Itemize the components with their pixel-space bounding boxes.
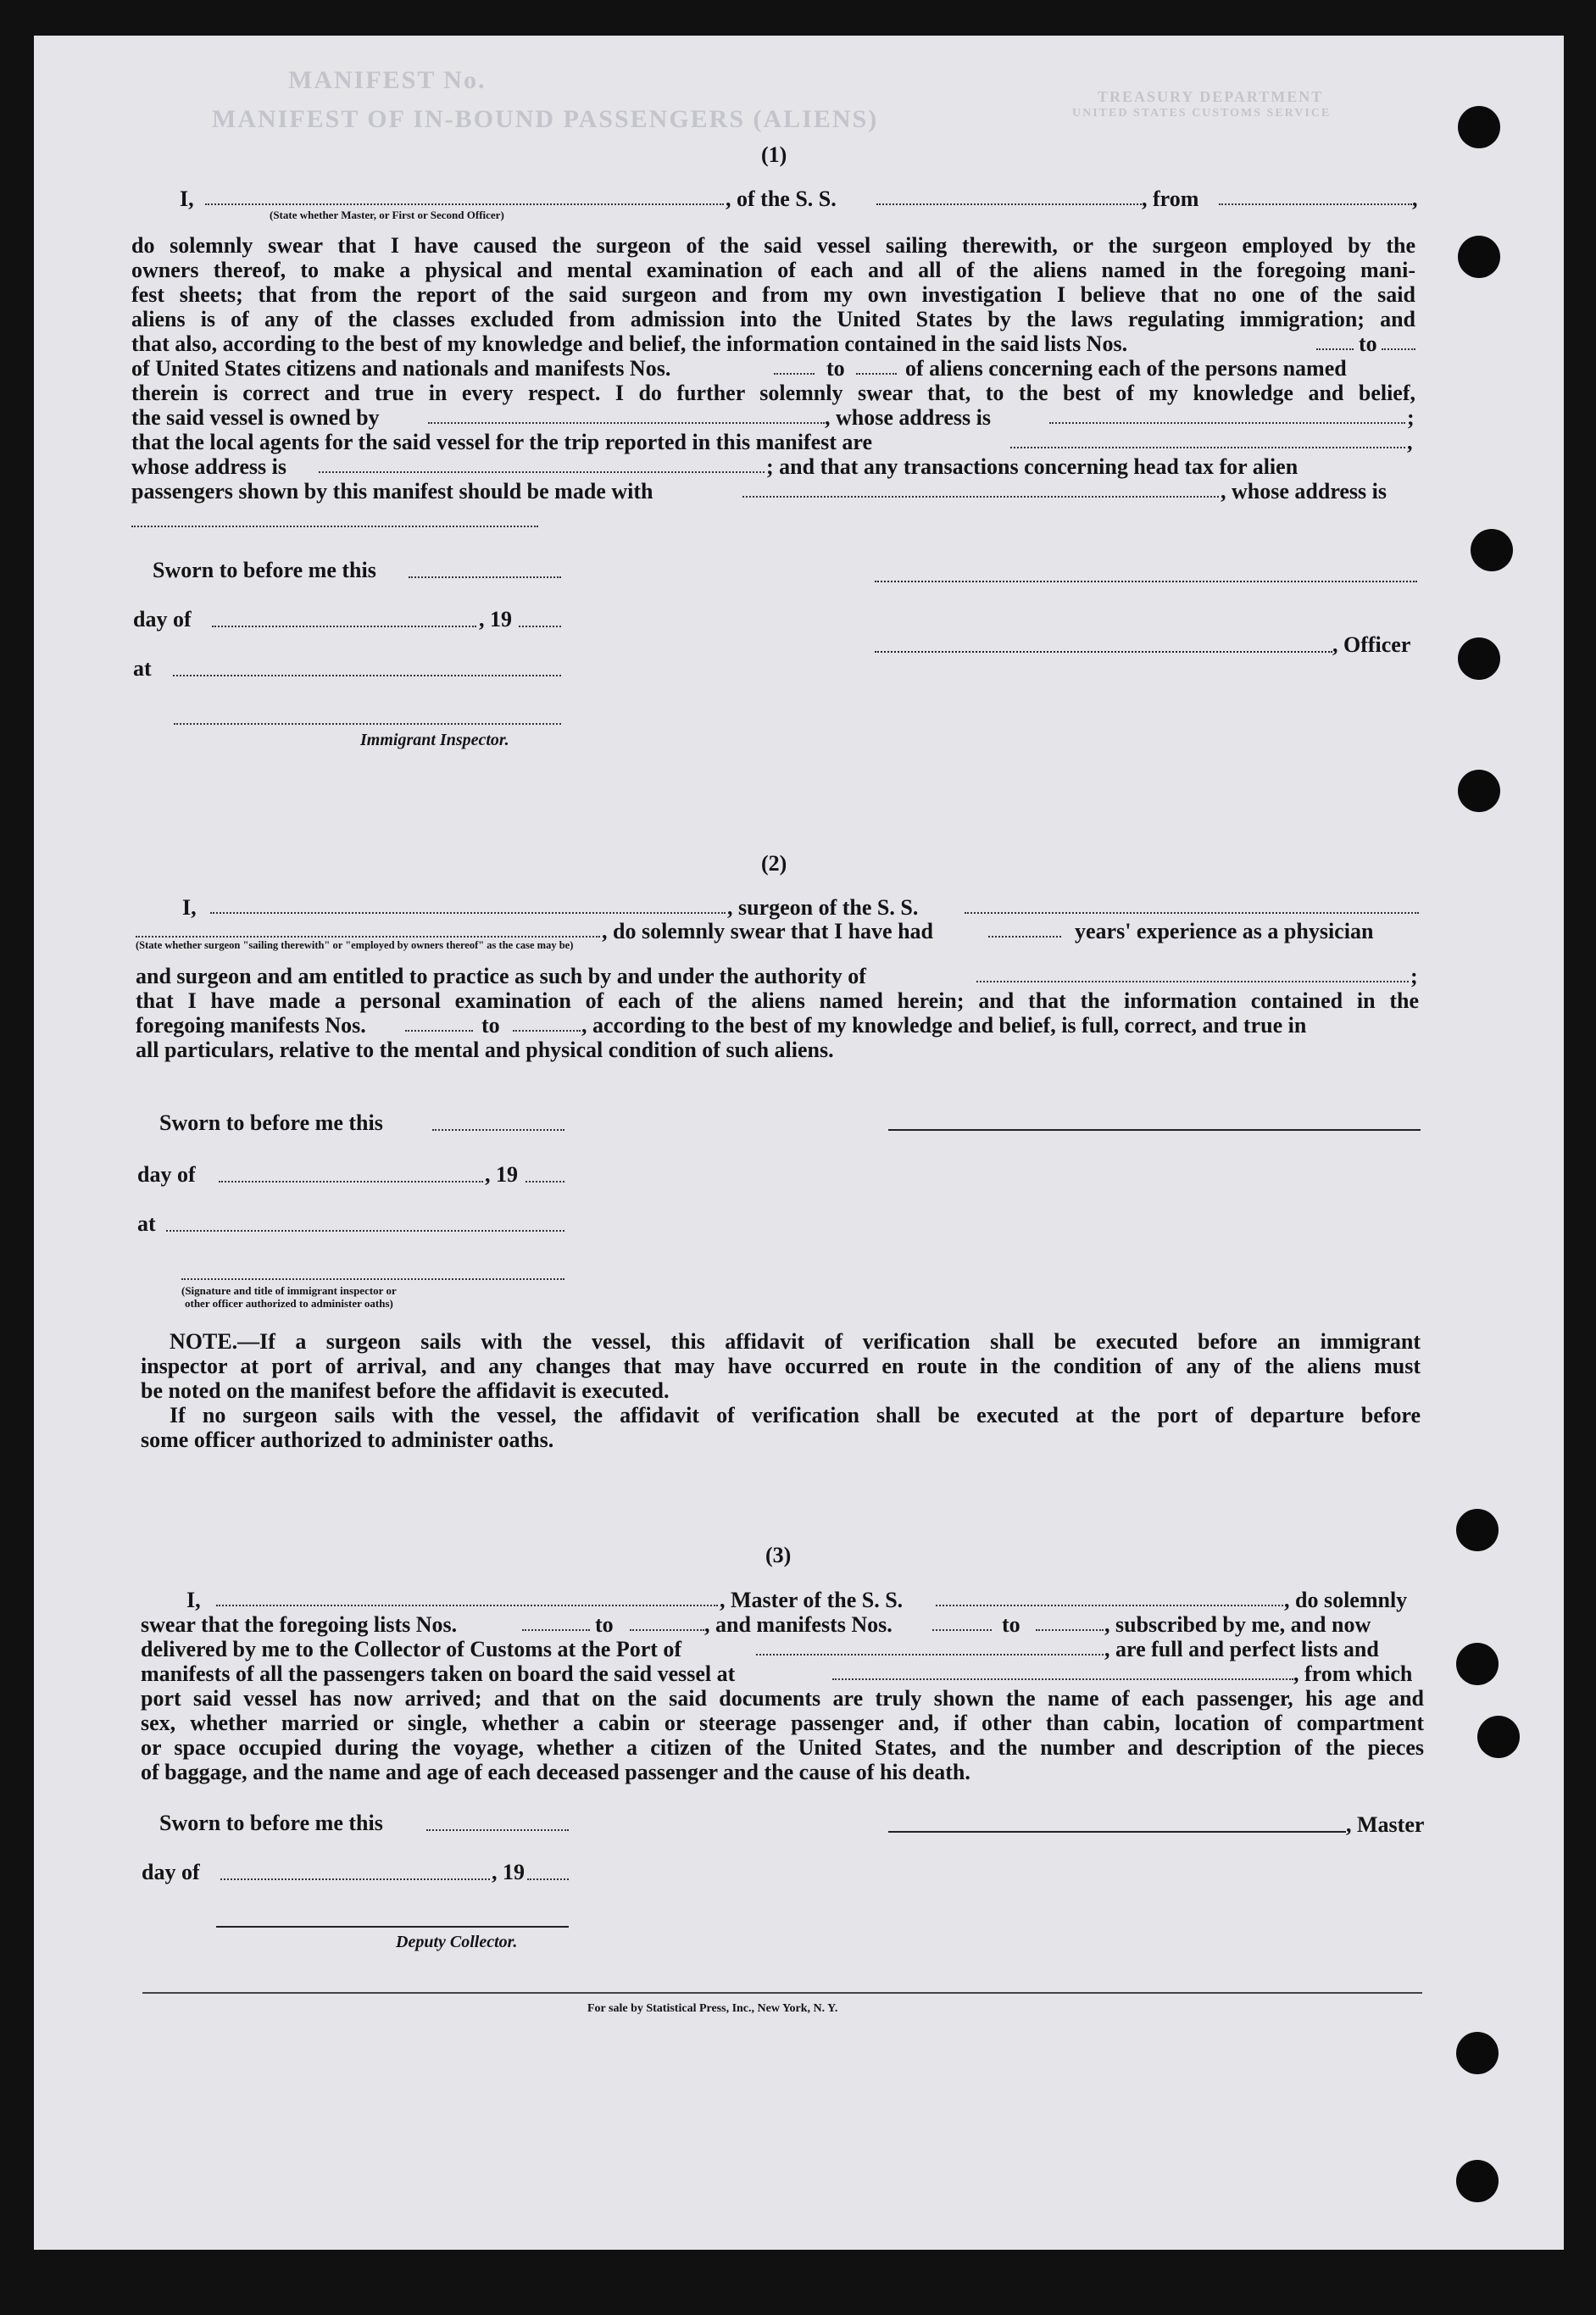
head-tax-party-field[interactable] (742, 496, 1219, 498)
note-line: some officer authorized to administer oaths. (141, 1427, 554, 1452)
head-tax-text-2: passengers shown by this manifest should be made with (131, 479, 653, 504)
surgeon-vessel-field[interactable] (965, 912, 1419, 914)
semicolon: ; (1407, 405, 1415, 430)
authority-text: and surgeon and am entitled to practice as such by and under the authority of (136, 964, 866, 988)
head-tax-address-field[interactable] (131, 526, 538, 527)
alien-manifests-to-field[interactable] (856, 373, 897, 375)
year-field[interactable] (526, 1181, 564, 1183)
manifests-from-field[interactable] (405, 1030, 473, 1032)
officer-rank-note: (State whether Master, or First or Second Officer) (270, 209, 504, 221)
to-label: to (1359, 331, 1377, 356)
master-label: , Master (1346, 1812, 1425, 1837)
s1-of-ss-label: , of the S. S. (726, 186, 837, 211)
place-field[interactable] (173, 675, 561, 676)
best-knowledge-text: , according to the best of my knowledge and belief, is full, correct, and true in (581, 1013, 1307, 1038)
and-manifests-text: , and manifests Nos. (704, 1612, 893, 1637)
master-oath-line: sex, whether married or single, whether a cabin or steerage passenger and, if other than cabin, location of compartment (141, 1711, 1424, 1735)
manifests-passengers-text: manifests of all the passengers taken on board the said vessel at (141, 1661, 736, 1686)
faint-manifest-no: MANIFEST No. (288, 66, 487, 94)
subscribed-text: , subscribed by me, and now (1104, 1612, 1371, 1637)
officer-signature-line[interactable] (875, 581, 1417, 582)
whose-address-label: , whose address is (1221, 479, 1387, 504)
punch-hole (1471, 529, 1513, 571)
vessel-name-field[interactable] (876, 203, 1142, 205)
section-number: (1) (761, 142, 787, 167)
master-of-ss-label: , Master of the S. S. (720, 1588, 904, 1612)
note-line: inspector at port of arrival, and any changes that may have occurred en route in the condition of any of the aliens must (141, 1354, 1421, 1378)
alien-manifests-from-field[interactable] (774, 373, 815, 375)
sworn-date-field[interactable] (409, 576, 561, 578)
section-number: (2) (761, 851, 787, 876)
master-oath-line: of baggage, and the name and age of each deceased passenger and the cause of his death. (141, 1760, 970, 1784)
year-field[interactable] (519, 626, 561, 627)
oath-text-line: of United States citizens and nationals and manifests Nos. (131, 356, 671, 381)
s1-i-label: I, (180, 186, 194, 211)
manifests-label: foregoing manifests Nos. (136, 1013, 366, 1038)
day-of-label: day of (133, 607, 192, 632)
oath-text-line: owners thereof, to make a physical and mental examination of each and all of the aliens named in the foregoing mani- (131, 258, 1415, 282)
punch-hole (1456, 1643, 1499, 1685)
agents-address-label: whose address is (131, 454, 287, 479)
s2-i-label: I, (182, 895, 197, 920)
place-field[interactable] (166, 1230, 564, 1232)
month-field[interactable] (212, 626, 476, 627)
master-name-field[interactable] (216, 1605, 718, 1606)
faint-dept: TREASURY DEPARTMENT (1098, 88, 1324, 105)
from-which-text: , from which (1293, 1661, 1413, 1686)
master-vessel-field[interactable] (936, 1605, 1283, 1606)
manifests-to-field[interactable] (513, 1030, 581, 1032)
surgeon-name-field[interactable] (210, 912, 726, 914)
semicolon: ; (1410, 964, 1418, 988)
faint-bureau: UNITED STATES CUSTOMS SERVICE (1072, 107, 1332, 120)
inspector-signature-line[interactable] (174, 723, 561, 725)
surgeon-of-ss-label: , surgeon of the S. S. (727, 895, 919, 920)
to-label: to (826, 356, 845, 381)
oath-text-line: fest sheets; that from the report of the said surgeon and from my own investigation I believe that no one of the said (131, 282, 1415, 307)
do-solemnly-text: , do solemnly (1284, 1588, 1408, 1612)
officer-label: , Officer (1332, 632, 1411, 657)
note-line: NOTE.—If a surgeon sails with the vessel, this affidavit of verification shall be executed before an immigrant (170, 1329, 1421, 1354)
full-perfect-text: , are full and perfect lists and (1104, 1637, 1379, 1661)
sworn-label: Sworn to before me this (159, 1811, 383, 1835)
punch-hole (1458, 770, 1500, 812)
footer-rule (142, 1992, 1422, 1994)
sworn-label: Sworn to before me this (159, 1110, 383, 1135)
master-oath-line: port said vessel has now arrived; and that on the said documents are truly shown the name of each passenger, his age and (141, 1686, 1424, 1711)
head-tax-text: ; and that any transactions concerning head tax for alien (766, 454, 1298, 479)
oath-text-line: of aliens concerning each of the persons named (905, 356, 1347, 381)
citizen-lists-to-field[interactable] (1382, 348, 1415, 350)
signature-note-1: (Signature and title of immigrant inspector or (181, 1284, 397, 1297)
note-line: If no surgeon sails with the vessel, the affidavit of verification shall be executed at the port of departure before (170, 1403, 1421, 1427)
owner-address-field[interactable] (1049, 422, 1405, 424)
day-of-label: day of (142, 1860, 200, 1884)
punch-hole (1458, 236, 1500, 278)
embark-port-field[interactable] (832, 1678, 1293, 1680)
sworn-date-field[interactable] (426, 1829, 569, 1831)
punch-hole (1477, 1716, 1520, 1758)
month-field[interactable] (219, 1181, 483, 1183)
master-signature-line[interactable] (888, 1831, 1346, 1833)
at-label: at (137, 1211, 156, 1236)
manifests-to-field[interactable] (1036, 1629, 1104, 1631)
oath-text-line: do solemnly swear that I have caused the surgeon of the said vessel sailing therewith, or the surgeon employed by the (131, 233, 1415, 258)
collector-signature-line[interactable] (216, 1926, 569, 1928)
particulars-text: all particulars, relative to the mental and physical condition of such aliens. (136, 1038, 834, 1062)
swear-lists-text: swear that the foregoing lists Nos. (141, 1612, 458, 1637)
officer-name-field[interactable] (205, 203, 724, 205)
s3-i-label: I, (186, 1588, 201, 1612)
inspector-caption: Immigrant Inspector. (360, 731, 509, 749)
port-field[interactable] (756, 1654, 1104, 1656)
punch-hole (1456, 2032, 1499, 2074)
year-field[interactable] (527, 1878, 569, 1880)
signature-note-2: other officer authorized to administer oaths) (185, 1297, 393, 1310)
examination-text: that I have made a personal examination of each of the aliens named herein; and that the information contained in the (136, 988, 1419, 1013)
year-label: , 19 (479, 607, 512, 632)
punch-hole (1456, 1509, 1499, 1551)
master-oath-line: or space occupied during the voyage, whether a citizen of the United States, and the number and description of the pieces (141, 1735, 1424, 1760)
inspector-signature-line[interactable] (181, 1278, 564, 1280)
citizen-lists-from-field[interactable] (1316, 348, 1354, 350)
surgeon-status-field[interactable] (136, 936, 600, 938)
authority-field[interactable] (976, 981, 1409, 982)
agents-address-field[interactable] (319, 471, 765, 473)
oath-text-line: aliens is of any of the classes excluded from admission into the United States by the laws regulating immigration; and (131, 307, 1415, 331)
collector-caption: Deputy Collector. (396, 1933, 518, 1951)
note-line: be noted on the manifest before the affidavit is executed. (141, 1378, 670, 1403)
at-label: at (133, 656, 152, 681)
years-experience-field[interactable] (988, 936, 1061, 938)
whose-address-label: , whose address is (825, 405, 992, 430)
sworn-label: Sworn to before me this (153, 558, 376, 582)
oath-text-line: therein is correct and true in every respect. I do further solemnly swear that, to the best of my knowledge and belief, (131, 381, 1415, 405)
surgeon-signature-line[interactable] (888, 1129, 1421, 1131)
imprint: For sale by Statistical Press, Inc., New York, N. Y. (587, 2002, 838, 2015)
from-port-field[interactable] (1219, 203, 1412, 205)
section-number: (3) (765, 1543, 792, 1567)
faint-header-title: MANIFEST OF IN-BOUND PASSENGERS (ALIENS) (212, 105, 879, 133)
to-label: to (481, 1013, 500, 1038)
day-of-label: day of (137, 1162, 196, 1187)
delivered-text: delivered by me to the Collector of Customs at the Port of (141, 1637, 682, 1661)
lists-from-field[interactable] (522, 1629, 590, 1631)
local-agents-label: that the local agents for the said vessel for the trip reported in this manifest are (131, 430, 873, 454)
s1-comma: , (1412, 186, 1418, 211)
to-label: to (595, 1612, 614, 1637)
year-label: , 19 (492, 1860, 525, 1884)
to-label: to (1002, 1612, 1020, 1637)
s1-from-label: , from (1142, 186, 1199, 211)
year-label: , 19 (485, 1162, 518, 1187)
lists-to-field[interactable] (630, 1629, 704, 1631)
solemnly-swear-text: , do solemnly swear that I have had (602, 919, 934, 943)
local-agents-field[interactable] (1010, 447, 1405, 448)
sworn-date-field[interactable] (432, 1129, 564, 1131)
years-experience-text: years' experience as a physician (1075, 919, 1374, 943)
punch-hole (1458, 637, 1500, 680)
month-field[interactable] (220, 1878, 490, 1880)
officer-title-line[interactable] (875, 651, 1332, 653)
owner-field[interactable] (428, 422, 825, 424)
oath-text-line: that also, according to the best of my knowledge and belief, the information contained in the said lists Nos. (131, 331, 1128, 356)
surgeon-status-note: (State whether surgeon "sailing therewith" or "employed by owners thereof" as the case may be) (136, 939, 574, 951)
punch-hole (1456, 2160, 1499, 2202)
punch-hole (1458, 106, 1500, 148)
manifests-from-field[interactable] (932, 1629, 992, 1631)
owned-by-label: the said vessel is owned by (131, 405, 380, 430)
comma: , (1407, 430, 1413, 454)
